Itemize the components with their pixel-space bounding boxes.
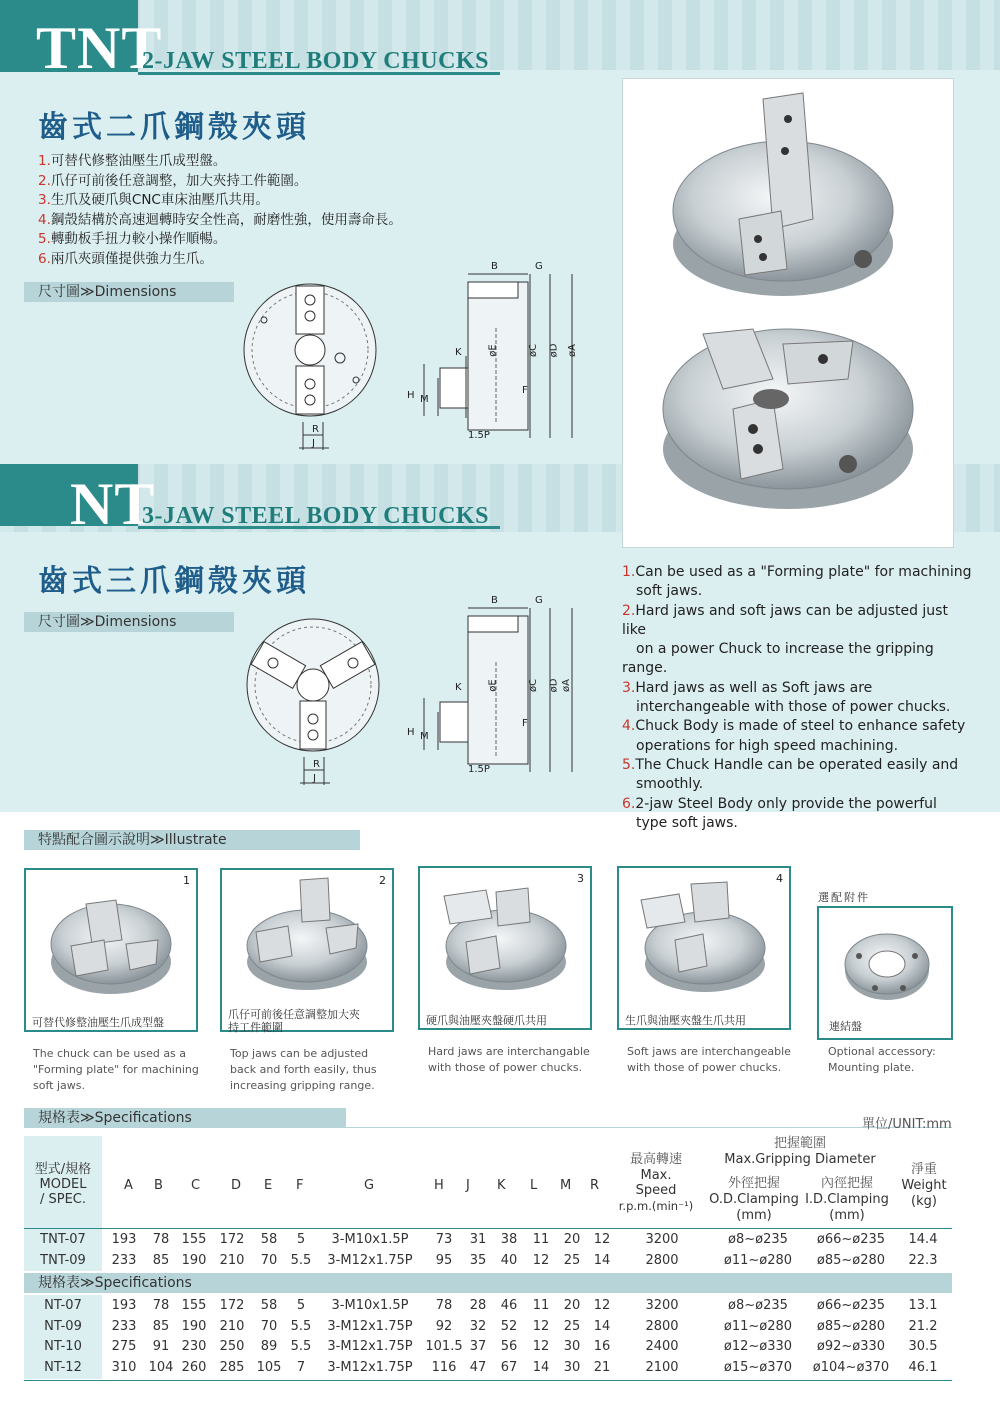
model-cell: TNT-07 [40,1231,86,1247]
table-cell: 3-M10x1.5P [331,1231,409,1247]
tnt-front-drawing [240,280,380,420]
table-cell: 28 [469,1297,487,1313]
nt-dim-label-d: øD [548,678,560,693]
table-cell: 3-M12x1.75P [327,1252,413,1268]
table-cell: 3200 [645,1297,679,1313]
dim-label-j: J [312,438,315,449]
table-cell: 22.3 [908,1252,938,1268]
table-cell: 3-M10x1.5P [331,1297,409,1313]
table-cell: ø11~ø280 [723,1252,793,1268]
table-cell: 12 [532,1339,550,1355]
illustrate-card-3 [418,866,592,1030]
spec-label: 規格表≫Specifications [38,1110,192,1126]
table-cell: 31 [469,1231,487,1247]
table-cell: 155 [181,1231,207,1247]
od-header: 外徑把握 O.D.Clamping (mm) [709,1176,799,1223]
table-cell: 7 [296,1360,306,1376]
table-cell: 58 [260,1297,278,1313]
dimension-headers: A B C D E F G H J K L M R [124,1178,600,1193]
table-cell: 2800 [645,1318,679,1334]
model-cell: TNT-09 [40,1252,86,1268]
table-cell: ø11~ø280 [723,1318,793,1334]
nt-spec-table [24,1295,952,1378]
table-cell: 46 [500,1297,518,1313]
nt-code: NT [70,471,156,537]
table-cell: 35 [469,1252,487,1268]
list-item: 4.Chuck Body is made of steel to enhance safety operations for high speed machining. [622,718,966,754]
table-cell: ø92~ø330 [816,1339,886,1355]
weight-header: 淨重 Weight (kg) [901,1162,947,1209]
table-cell: 12 [593,1231,611,1247]
nt-title: 3-JAW STEEL BODY CHUCKS [142,503,489,529]
card-1-description: The chuck can be used as a "Forming plate" for machining soft jaws. [33,1047,199,1092]
nt-dim-label-f: F [522,718,528,729]
table-cell: 5 [296,1231,306,1247]
nt-side-drawing [400,602,600,782]
table-cell: 40 [500,1252,518,1268]
illustrate-card-accessory [817,906,953,1040]
table-cell: 58 [260,1231,278,1247]
table-cell: 91 [152,1339,170,1355]
tnt-spec-table [24,1229,952,1271]
card-caption: 硬爪與油壓夾盤硬爪共用 [426,1014,547,1027]
table-cell: 105 [256,1360,282,1376]
table-cell: 190 [181,1252,207,1268]
table-cell: 3-M12x1.75P [327,1360,413,1376]
dim-label-r: R [312,424,319,435]
table-cell: 78 [152,1297,170,1313]
table-cell: 190 [181,1318,207,1334]
illustrate-label: 特點配合圖示說明≫Illustrate [24,830,360,850]
tnt-zh-title: 齒式二爪鋼殼夾頭 [38,110,310,145]
card-4-description: Soft jaws are interchangeable with those of power chucks. [627,1045,791,1074]
chuck-image [46,884,176,1004]
unit-label: 單位/UNIT:mm [862,1117,952,1132]
dim-label-b: B [491,261,498,272]
nt-dim-label-h: H [407,727,415,738]
table-cell: 12 [532,1318,550,1334]
grip-header: 把握範圍 Max.Gripping Diameter [724,1136,876,1167]
list-item: 1.Can be used as a "Forming plate" for machining soft jaws. [622,564,972,600]
tnt-side-drawing [400,268,600,448]
table-cell: 233 [111,1252,137,1268]
table-cell: 14 [593,1252,611,1268]
table-cell: 14 [532,1360,550,1376]
table-cell: 32 [469,1318,487,1334]
table-cell: ø8~ø235 [728,1231,788,1247]
chuck-image [436,878,572,998]
table-cell: 16 [593,1339,611,1355]
table-cell: 5.5 [290,1318,312,1334]
model-cell: NT-07 [44,1297,82,1313]
tnt-dimensions-label: 尺寸圖≫Dimensions [24,282,234,302]
table-cell: 30 [563,1360,581,1376]
table-cell: 11 [532,1297,550,1313]
list-item: 6.2-jaw Steel Body only provide the powerful type soft jaws. [622,795,937,831]
table-cell: 37 [469,1339,487,1355]
nt-zh-title: 齒式三爪鋼殼夾頭 [38,564,310,599]
mounting-plate-image [839,918,935,1014]
table-cell: 3-M12x1.75P [327,1339,413,1355]
nt-dim-label-b: B [491,595,498,606]
table-cell: 233 [111,1318,137,1334]
table-cell: 70 [260,1252,278,1268]
list-item: 4.鋼殼結構於高速迴轉時安全性高，耐磨性強，使用壽命長。 [38,211,402,228]
table-cell: 30 [563,1339,581,1355]
tnt-code: TNT [36,15,163,81]
table-row [24,1250,952,1271]
card-caption: 可替代修整油壓生爪成型盤 [32,1016,164,1029]
nt-dim-label-j: J [313,773,316,784]
model-header: 型式/規格 MODEL / SPEC. [34,1162,92,1207]
card-caption: 連結盤 [829,1020,862,1033]
table-cell: 73 [435,1231,453,1247]
tnt-title: 2-JAW STEEL BODY CHUCKS [142,48,489,74]
table-cell: 12 [532,1252,550,1268]
list-item: 1.可替代修整油壓生爪成型盤。 [38,153,227,169]
table-cell: 260 [181,1360,207,1376]
table-cell: 25 [563,1318,581,1334]
chuck-image [242,876,372,996]
table-cell: 2400 [645,1339,679,1355]
table-cell: 13.1 [908,1297,938,1313]
table-cell: 155 [181,1297,207,1313]
table-cell: 46.1 [908,1360,938,1376]
table-cell: 3-M12x1.75P [327,1318,413,1334]
table-row [24,1295,952,1316]
table-cell: 67 [500,1360,518,1376]
table-cell: 172 [219,1297,245,1313]
table-cell: ø12~ø330 [723,1339,793,1355]
chuck-photos [623,79,953,547]
table-cell: 285 [219,1360,245,1376]
card-caption: 生爪與油壓夾盤生爪共用 [625,1014,746,1027]
table-cell: 14 [593,1318,611,1334]
table-cell: 116 [431,1360,457,1376]
card-number: 4 [776,872,783,885]
table-cell: 310 [111,1360,137,1376]
table-cell: 104 [148,1360,174,1376]
table-cell: 20 [563,1231,581,1247]
nt-dim-label-p: 1.5P [468,764,490,775]
table-cell: 56 [500,1339,518,1355]
nt-feature-list-en [622,563,972,833]
table-cell: 30.5 [908,1339,938,1355]
table-cell: ø15~ø370 [723,1360,793,1376]
list-item: 3.生爪及硬爪與CNC車床油壓爪共用。 [38,192,269,209]
table-cell: 14.4 [908,1231,938,1247]
list-item: 3.Hard jaws as well as Soft jaws are interchangeable with those of power chucks. [622,679,951,716]
nt-dim-label-g: G [535,595,543,606]
nt-dim-label-c: øC [528,678,540,693]
table-cell: 101.5 [425,1339,463,1355]
table-cell: 275 [111,1339,137,1355]
card-number: 3 [577,872,584,885]
list-item: 5.The Chuck Handle can be operated easily and smoothly. [622,756,959,793]
table-cell: 250 [219,1339,245,1355]
card-2-description: Top jaws can be adjusted back and forth easily, thus increasing gripping range. [230,1047,377,1092]
table-cell: 21 [593,1360,611,1376]
card-3-description: Hard jaws are interchangable with those of power chucks. [428,1045,590,1074]
model-cell: NT-10 [44,1339,82,1355]
table-cell: 3200 [645,1231,679,1247]
table-cell: 38 [500,1231,518,1247]
table-cell: 2100 [645,1360,679,1376]
accessory-description: Optional accessory: Mounting plate. [828,1045,936,1074]
table-row [24,1357,952,1378]
table-cell: 85 [152,1252,170,1268]
nt-dim-label-r: R [313,759,320,770]
nt-dim-label-k: K [455,682,462,693]
table-cell: 193 [111,1231,137,1247]
list-item: 5.轉動板手扭力較小操作順暢。 [38,231,227,248]
table-row [24,1337,952,1358]
table-cell: 20 [563,1297,581,1313]
nt-dim-label-m: M [420,731,429,742]
tnt-feature-list [38,152,598,270]
table-cell: ø85~ø280 [816,1318,886,1334]
dim-label-c: øC [528,343,540,358]
dim-label-g: G [535,261,543,272]
nt-dim-label-e: øE [487,679,499,692]
table-cell: 70 [260,1318,278,1334]
table-cell: ø66~ø235 [816,1231,886,1247]
table-row [24,1316,952,1337]
table-cell: 172 [219,1231,245,1247]
table-cell: 78 [152,1231,170,1247]
table-cell: 92 [435,1318,453,1334]
table-cell: 85 [152,1318,170,1334]
accessory-label: 選配附件 [818,891,870,904]
nt-dim-label-a: øA [560,679,572,692]
table-cell: 11 [532,1231,550,1247]
table-row [24,1229,952,1250]
list-item: 2.爪仔可前後任意調整，加大夾持工件範圍。 [38,172,308,189]
table-cell: 5.5 [290,1339,312,1355]
table-cell: ø8~ø235 [728,1297,788,1313]
table-cell: ø85~ø280 [816,1252,886,1268]
table-cell: 52 [500,1318,518,1334]
illustrate-card-1 [24,868,198,1032]
table-cell: 210 [219,1318,245,1334]
table-cell: 78 [435,1297,453,1313]
chuck-photo-box [622,78,954,548]
illustrate-card-2 [220,868,394,1032]
table-cell: 25 [563,1252,581,1268]
table-cell: 210 [219,1252,245,1268]
card-number: 1 [183,874,190,887]
list-item: 2.Hard jaws and soft jaws can be adjusted just like on a power Chuck to increase the gripping range. [622,602,948,677]
dim-label-f: F [522,385,528,396]
list-item: 6.兩爪夾頭僅提供強力生爪。 [38,250,213,267]
illustrate-card-4 [617,866,791,1030]
table-bottom-line [24,1380,952,1381]
dim-label-d: øD [548,343,560,358]
card-caption: 爪仔可前後任意調整加大夾 持工件範圍 [228,1008,360,1034]
table-cell: ø104~ø370 [812,1360,890,1376]
table-cell: 5.5 [290,1252,312,1268]
dim-label-p: 1.5P [468,430,490,441]
model-cell: NT-09 [44,1318,82,1334]
table-cell: 230 [181,1339,207,1355]
dim-label-a: øA [566,344,578,357]
nt-dimensions-label: 尺寸圖≫Dimensions [24,612,234,632]
table-cell: ø66~ø235 [816,1297,886,1313]
model-cell: NT-12 [44,1360,82,1376]
chuck-image [635,878,771,998]
table-cell: 12 [593,1297,611,1313]
table-cell: 193 [111,1297,137,1313]
table-cell: 21.2 [908,1318,938,1334]
dim-label-e: øE [487,344,499,357]
speed-header: 最高轉速 Max. Speed r.p.m.(min⁻¹) [618,1152,694,1213]
table-cell: 95 [435,1252,453,1268]
dim-label-h: H [407,390,415,401]
table-cell: 2800 [645,1252,679,1268]
nt-front-drawing [243,615,383,755]
table-cell: 47 [469,1360,487,1376]
card-number: 2 [379,874,386,887]
table-cell: 5 [296,1297,306,1313]
dim-label-m: M [420,394,429,405]
id-header: 內徑把握 I.D.Clamping (mm) [805,1176,889,1223]
dim-label-k: K [455,347,462,358]
spec-label-nt: 規格表≫Specifications [38,1275,192,1291]
table-cell: 89 [260,1339,278,1355]
